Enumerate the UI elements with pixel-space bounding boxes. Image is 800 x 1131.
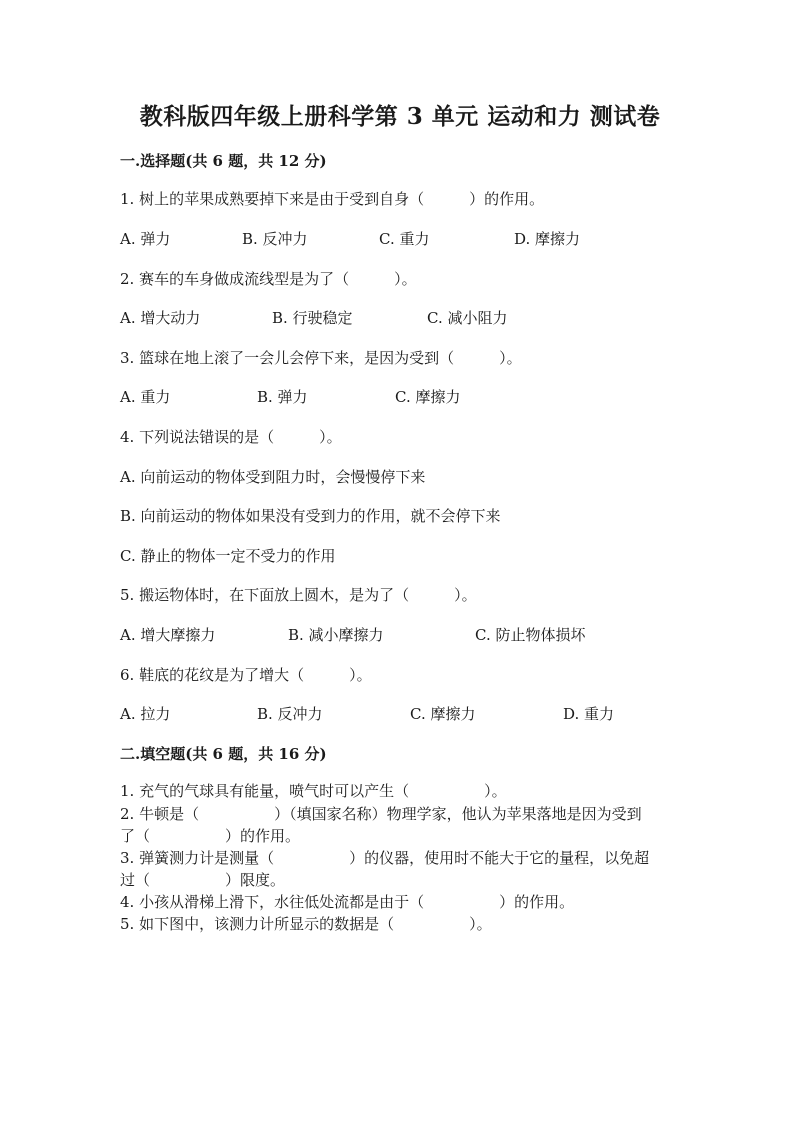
option: D. 摩擦力 xyxy=(514,230,581,248)
options-row xyxy=(120,386,720,406)
option: C. 重力 xyxy=(379,230,430,248)
option: D. 重力 xyxy=(563,705,615,723)
fill-line: 3. 弹簧测力计是测量（ ）的仪器，使用时不能大于它的量程，以免超 xyxy=(120,849,650,867)
option: B. 向前运动的物体如果没有受到力的作用，就不会停下来 xyxy=(120,507,501,525)
question-stem: 1. 树上的苹果成熟要掉下来是由于受到自身（ ）的作用。 xyxy=(120,190,545,208)
fill-line: 过（ ）限度。 xyxy=(120,871,286,889)
question-stem: 3. 篮球在地上滚了一会儿会停下来，是因为受到（ ）。 xyxy=(120,349,522,367)
option: B. 减小摩擦力 xyxy=(288,626,384,644)
option: A. 增大摩擦力 xyxy=(120,626,216,644)
fill-line: 5. 如下图中，该测力计所显示的数据是（ ）。 xyxy=(120,915,492,933)
question-stem: 5. 搬运物体时，在下面放上圆木，是为了（ ）。 xyxy=(120,586,477,604)
option: C. 摩擦力 xyxy=(410,705,476,723)
fill-line: 4. 小孩从滑梯上滑下，水往低处流都是由于（ ）的作用。 xyxy=(120,893,575,911)
option: A. 重力 xyxy=(120,388,171,406)
option: C. 静止的物体一定不受力的作用 xyxy=(120,547,336,565)
option: A. 增大动力 xyxy=(120,309,201,327)
options-row xyxy=(120,624,720,644)
options-row xyxy=(120,703,720,723)
section-heading-fill: 二.填空题(共 6 题，共 16 分) xyxy=(120,745,327,763)
option: A. 拉力 xyxy=(120,705,171,723)
section-heading-choice: 一.选择题(共 6 题，共 12 分) xyxy=(120,152,327,170)
option: B. 反冲力 xyxy=(242,230,308,248)
option: A. 弹力 xyxy=(120,230,171,248)
option: C. 减小阻力 xyxy=(427,309,508,327)
fill-line: 了（ ）的作用。 xyxy=(120,827,301,845)
page-title: 教科版四年级上册科学第 3 单元 运动和力 测试卷 xyxy=(139,103,661,130)
option: C. 摩擦力 xyxy=(395,388,461,406)
option: B. 弹力 xyxy=(257,388,308,406)
question-stem: 4. 下列说法错误的是（ ）。 xyxy=(120,428,342,446)
question-stem: 2. 赛车的车身做成流线型是为了（ ）。 xyxy=(120,270,417,288)
question-stem: 6. 鞋底的花纹是为了增大（ ）。 xyxy=(120,666,372,684)
option: B. 反冲力 xyxy=(257,705,323,723)
fill-line: 1. 充气的气球具有能量，喷气时可以产生（ ）。 xyxy=(120,782,507,800)
option: A. 向前运动的物体受到阻力时，会慢慢停下来 xyxy=(120,468,426,486)
option: C. 防止物体损坏 xyxy=(475,626,586,644)
options-row xyxy=(120,307,720,327)
options-row xyxy=(120,228,720,248)
option: B. 行驶稳定 xyxy=(272,309,353,327)
fill-line: 2. 牛顿是（ ）（填国家名称）物理学家，他认为苹果落地是因为受到 xyxy=(120,805,642,823)
